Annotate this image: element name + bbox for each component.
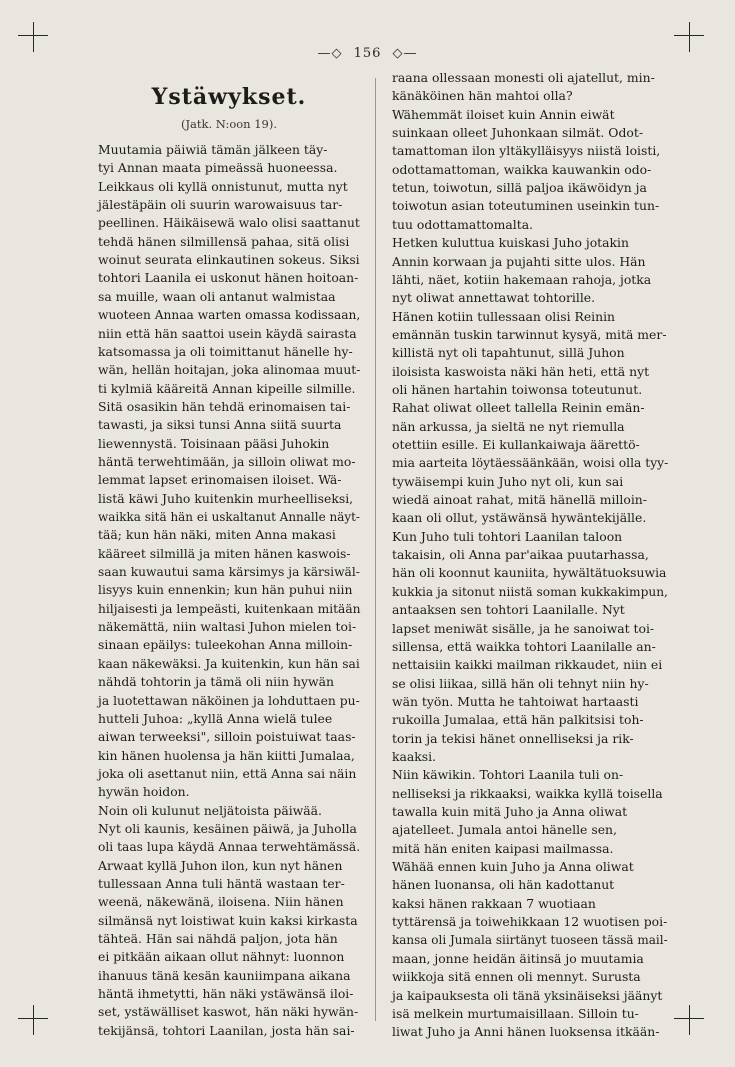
text-line: kukkia ja sitonut niistä soman kukkakimpun, (392, 583, 668, 599)
text-line: nyt oliwat annettawat tohtorille. (392, 290, 596, 306)
text-line: tullessaan Anna tuli häntä wastaan ter- (98, 876, 345, 891)
text-line: wiedä ainoat rahat, mitä hänellä milloin- (392, 492, 647, 508)
text-line: listä käwi Juho kuitenkin murheelliseksi, (98, 490, 354, 506)
text-line: Kun Juho tuli tohtori Laanilan taloon (392, 528, 623, 544)
text-line: Rahat oliwat olleet tallella Reinin emän- (392, 400, 645, 416)
text-line: nelliseksi ja rikkaaksi, waikka kyllä toisella (392, 785, 663, 801)
text-line: emännän tuskin tarwinnut kysyä, mitä mer- (392, 326, 667, 342)
text-line: Annin korwaan ja pujahti sitte ulos. Hän (392, 253, 646, 269)
text-line: Hänen kotiin tullessaan olisi Reinin (392, 308, 616, 324)
text-line: isä melkein murtumaisillaan. Silloin tu- (392, 1005, 639, 1021)
text-line: hutteli Juhoa: „kyllä Anna wielä tulee (98, 710, 333, 726)
text-line: kaaksi. (392, 748, 437, 764)
text-line: woinut seurata elinkautinen sokeus. Siksi (98, 252, 360, 268)
text-line: mia aarteita löytäessäänkään, woisi olla tyy- (392, 455, 669, 471)
text-line: ja kaipauksesta oli tänä yksinäiseksi jäänyt (392, 987, 663, 1003)
text-line: Niin käwikin. Tohtori Laanila tuli on- (392, 767, 624, 783)
text-line: jälestäpäin oli suurin warowaisuus tar- (98, 197, 343, 213)
text-line: antaaksen sen tohtori Laanilalle. Nyt (392, 602, 625, 618)
text-line: weenä, näkewänä, iloisena. Niin hänen (98, 894, 344, 910)
text-line: kansa oli Jumala siirtänyt tuoseen tässä mail- (392, 932, 668, 948)
text-line: nän arkussa, ja sieltä ne nyt riemulla (392, 418, 625, 434)
text-line: Sitä osasikin hän tehdä erinomaisen tai- (98, 398, 351, 414)
text-line: joka oli asettanut niin, että Anna sai näin (98, 765, 357, 781)
text-line: kaan näkewäksi. Ja kuitenkin, kun hän sai (98, 655, 360, 671)
ornament-right: ◇— (392, 46, 418, 61)
text-line: Nyt oli kaunis, kesäinen päiwä, ja Juholla (98, 820, 357, 836)
text-line: sa muille, waan oli antanut walmistaa (98, 288, 336, 304)
text-line: wiikkoja sitä ennen oli mennyt. Surusta (392, 969, 641, 985)
text-line: kaksi hänen rakkaan 7 wuotiaan (392, 895, 596, 911)
text-line: sillensa, että waikka tohtori Laanilalle an- (392, 638, 656, 654)
text-line: Muutamia päiwiä tämän jälkeen täy- (98, 142, 328, 157)
text-line: tamattoman ilon yltäkylläisyys niistä loisti, (392, 143, 661, 159)
text-line: raana ollessaan monesti oli ajatellut, min- (392, 70, 655, 85)
text-line: nähdä tohtorin ja tämä oli niin hywän (98, 674, 334, 690)
text-line: mitä hän eniten kaipasi mailmassa. (392, 840, 614, 856)
text-line: nettaisiin kaikki mailman rikkaudet, niin ei (392, 657, 663, 673)
text-line: odottamattoman, waikka kauwankin odo- (392, 161, 652, 177)
text-line: tyi Annan maata pimeässä huoneessa. (98, 160, 338, 176)
text-line: aiwan terweeksi", silloin poistuiwat taas- (98, 729, 356, 745)
text-line: wän työn. Mutta he tahtoiwat hartaasti (392, 693, 639, 709)
text-line: otettiin esille. Ei kullankaiwaja äärettö- (392, 437, 640, 452)
text-line: lähti, näet, kotiin hakemaan rahoja, jotka (392, 271, 652, 287)
text-line: oli taas lupa käydä Annaa terwehtämässä. (98, 839, 361, 855)
article-subtitle: (Jatk. N:oon 19). (180, 117, 278, 131)
page-number: 156 (353, 46, 382, 61)
text-line: ti kylmiä kääreitä Annan kipeille silmille. (98, 380, 356, 396)
text-line: liwat Juho ja Anni hänen luoksensa itkään- (392, 1024, 660, 1040)
crop-mark-bottom-right-v (689, 1005, 690, 1035)
text-line: tawasti, ja siksi tunsi Anna siitä suurta (98, 417, 342, 433)
text-line: kin hänen huolensa ja hän kiitti Jumalaa, (98, 747, 355, 763)
text-line: tähteä. Hän sai nähdä paljon, jota hän (98, 931, 338, 947)
text-line: liewennystä. Toisinaan pääsi Juhokin (98, 435, 330, 451)
text-line: tää; kun hän näki, miten Anna makasi (98, 527, 336, 543)
text-line: tehdä hänen silmillensä pahaa, sitä olisi (98, 233, 350, 249)
crop-mark-bottom-left-v (33, 1005, 34, 1035)
text-line: kaan oli ollut, ystäwänsä hywäntekijälle. (392, 510, 647, 526)
text-line: silmänsä nyt loistiwat kuin kaksi kirkasta (98, 912, 358, 928)
text-line: rukoilla Jumalaa, että hän palkitsisi toh- (392, 712, 644, 728)
text-line: niin että hän saattoi usein käydä sairasta (98, 325, 357, 341)
page-header (0, 46, 735, 61)
text-line: Leikkaus oli kyllä onnistunut, mutta nyt (98, 178, 348, 194)
text-line: Hetken kuluttua kuiskasi Juho jotakin (392, 235, 629, 251)
text-line: maan, jonne heidän äitinsä jo muutamia (392, 950, 644, 966)
text-line: ihanuus tänä kesän kauniimpana aikana (98, 967, 351, 983)
article-title: Ystäwykset. (151, 84, 307, 110)
text-line: tywäisempi kuin Juho nyt oli, kun sai (392, 473, 624, 489)
ornament-left: —◇ (317, 46, 343, 61)
text-line: set, ystäwälliset kaswot, hän näki hywän- (98, 1004, 359, 1020)
text-line: häntä terwehtimään, ja silloin oliwat mo- (98, 453, 356, 469)
text-line: tohtori Laanila ei uskonut hänen hoitoan- (98, 270, 359, 286)
text-line: lisyys kuin ennenkin; kun hän puhui niin (98, 582, 353, 598)
text-line: peellinen. Häikäisewä walo olisi saattanut (98, 215, 360, 231)
text-line: takaisin, oli Anna par'aikaa puutarhassa, (392, 547, 649, 563)
text-line: lapset meniwät sisälle, ja he sanoiwat toi- (392, 620, 655, 636)
text-line: Wähää ennen kuin Juho ja Anna oliwat (392, 859, 634, 875)
text-line: suinkaan olleet Juhonkaan silmät. Odot- (392, 125, 644, 141)
text-line: se olisi liikaa, sillä hän oli tehnyt niin hy- (392, 675, 649, 691)
column-divider (375, 78, 376, 1021)
text-line: katsomassa ja oli toimittanut hänelle hy- (98, 343, 353, 359)
text-line: ja luotettawan näköinen ja lohduttaen pu- (98, 692, 360, 708)
text-line: känäköinen hän mahtoi olla? (392, 88, 573, 104)
text-line: Wähemmät iloiset kuin Annin eiwät (392, 106, 615, 122)
text-line: häntä ihmetytti, hän näki ystäwänsä iloi- (98, 986, 354, 1002)
text-line: hänen luonansa, oli hän kadottanut (392, 877, 615, 893)
text-line: iloisista kaswoista näki hän heti, että nyt (392, 363, 650, 379)
text-line: tyttärensä ja toiwehikkaan 12 wuotisen poi- (392, 914, 668, 930)
text-line: hän oli koonnut kauniita, hywältätuoksuwia (392, 565, 667, 581)
text-line: ei pitkään aikaan ollut nähnyt: luonnon (98, 949, 345, 965)
text-line: lemmat lapset erinomaisen iloiset. Wä- (98, 472, 342, 488)
text-line: ajatelleet. Jumala antoi hänelle sen, (392, 822, 617, 838)
text-line: saan kuwautui sama kärsimys ja kärsiwäl- (98, 564, 360, 580)
text-line: wuoteen Annaa warten omassa kodissaan, (98, 307, 361, 323)
text-line: hywän hoidon. (98, 784, 190, 800)
text-line: oli hänen hartahin toiwonsa toteutunut. (392, 381, 643, 397)
text-line: tawalla kuin mitä Juho ja Anna oliwat (392, 804, 628, 819)
text-line: torin ja tekisi hänet onnelliseksi ja rik- (392, 730, 634, 746)
text-line: tuu odottamattomalta. (392, 216, 534, 232)
text-line: tetun, toiwotun, sillä paljoa ikäwöidyn ja (392, 180, 647, 196)
text-line: kääreet silmillä ja miten hänen kaswois- (98, 545, 351, 561)
text-line: killistä nyt oli tapahtunut, sillä Juhon (392, 345, 625, 361)
text-line: hiljaisesti ja lempeästi, kuitenkaan mitään (98, 600, 361, 616)
text-line: sinaan epäilys: tuleekohan Anna milloin- (98, 637, 353, 653)
text-line: wän, hellän hoitajan, joka alinomaa muut- (98, 362, 361, 378)
text-line: waikka sitä hän ei uskaltanut Annalle näyt- (98, 509, 360, 524)
text-line: Arwaat kyllä Juhon ilon, kun nyt hänen (98, 857, 343, 873)
text-line: näkemättä, niin waltasi Juhon mielen toi- (98, 619, 357, 635)
text-line: toiwotun asian toteutuminen useinkin tun- (392, 198, 660, 214)
text-line: Noin oli kulunut neljätoista päiwää. (98, 802, 322, 818)
text-line: tekijänsä, tohtori Laanilan, josta hän sai- (98, 1022, 355, 1038)
